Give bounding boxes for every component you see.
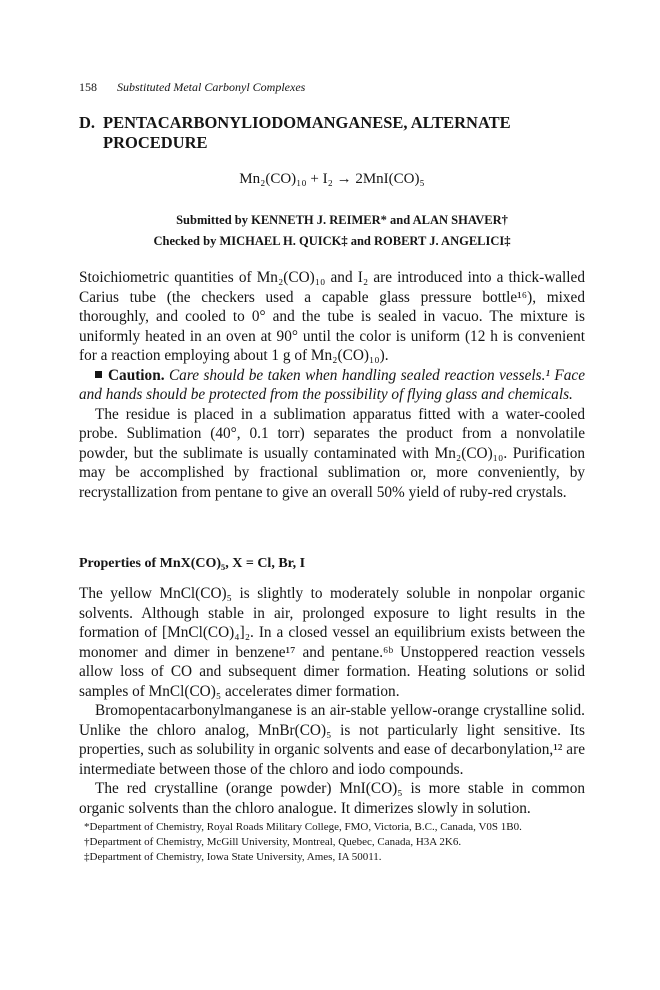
section-title-line2: PROCEDURE xyxy=(103,133,208,152)
credits xyxy=(79,210,585,252)
properties-paragraph-1: The yellow MnCl(CO)₅ is slightly to moderately soluble in nonpolar organic solvents. Although stable in air, prolonged exposure to light results in the formation of [MnCl(CO)₄]₂. In a closed vessel an equilibrium exists between the monomer and dimer in benzene¹⁷ and pentane.⁶ᵇ Unstoppered reaction vessels allow loss of CO and subsequent dimer formation. Heating solutions or solid samples of MnCl(CO)₅ accelerates dimer formation. xyxy=(79,585,585,700)
procedure-paragraph-2: The residue is placed in a sublimation apparatus fitted with a water-cooled probe. Sublimation (40°, 0.1 torr) separates the product from a nonvolatile powder, but the sublimate is usually contaminated with Mn₂(CO)₁₀. Purification may be accomplished by fractional sublimation or, more conveniently, by recrystallization from pentane to give an overall 50% yield of ruby-red crystals. xyxy=(79,405,585,501)
footnote-3: ‡Department of Chemistry, Iowa State University, Ames, IA 50011. xyxy=(84,851,382,863)
caution-paragraph xyxy=(79,366,585,405)
reaction-equation: Mn₂(CO)₁₀ + I₂ → 2MnI(CO)₅ xyxy=(239,171,425,187)
running-title: Substituted Metal Carbonyl Complexes xyxy=(117,80,306,94)
submitted-by: Submitted by KENNETH J. REIMER* and ALAN SHAVER† xyxy=(176,213,508,227)
properties-text xyxy=(79,584,585,818)
caution-text: Care should be taken when handling sealed reaction vessels.¹ Face and hands should be protected from the possibility of flying glass and chemicals. xyxy=(79,366,585,403)
properties-heading: Properties of MnX(CO)₅, X = Cl, Br, I xyxy=(79,556,306,571)
checked-by: Checked by MICHAEL H. QUICK‡ and ROBERT J. ANGELICI‡ xyxy=(153,234,511,248)
caution-square-icon xyxy=(95,371,102,378)
section-title-line1: PENTACARBONYLIODOMANGANESE, ALTERNATE xyxy=(103,113,511,132)
footnotes xyxy=(79,820,585,865)
section-title xyxy=(79,113,585,153)
properties-paragraph-2: Bromopentacarbonylmanganese is an air-stable yellow-orange crystalline solid. Unlike the chloro analog, MnBr(CO)₅ is not particularly light sensitive. Its properties, such as solubility in organic solvents and ease of decarbonylation,¹² are intermediate between those of the chloro and iodo compounds. xyxy=(79,702,585,778)
page-number: 158 xyxy=(79,80,97,94)
procedure-text xyxy=(79,268,585,502)
footnote-1: *Department of Chemistry, Royal Roads Military College, FMO, Victoria, B.C., Canada, V0S 1B0. xyxy=(84,821,522,833)
footnote-2: †Department of Chemistry, McGill University, Montreal, Quebec, Canada, H3A 2K6. xyxy=(84,836,462,848)
properties-paragraph-3: The red crystalline (orange powder) MnI(CO)₅ is more stable in common organic solvents than the chloro analogue. It dimerizes slowly in solution. xyxy=(79,780,585,817)
procedure-paragraph-1: Stoichiometric quantities of Mn₂(CO)₁₀ and I₂ are introduced into a thick-walled Carius tube (the checkers used a capable glass pressure bottle¹⁶), mixed thoroughly, and cooled to 0° and the tube is sealed in vacuo. The mixture is uniformly heated in an oven at 90° until the color is uniform (12 h is convenient for a reaction employing about 1 g of Mn₂(CO)₁₀). xyxy=(79,269,585,364)
caution-label: Caution. xyxy=(108,366,165,384)
section-letter: D. xyxy=(79,113,96,132)
running-head xyxy=(79,80,305,94)
